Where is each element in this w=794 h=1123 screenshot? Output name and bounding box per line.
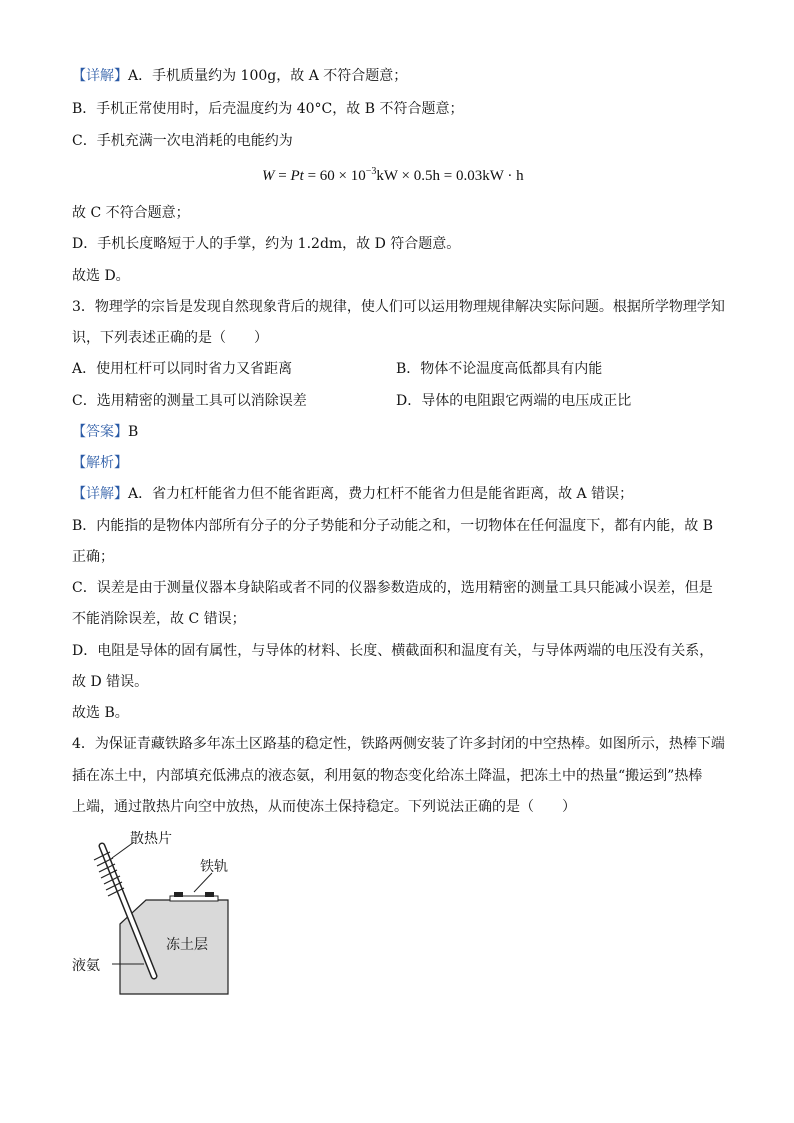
option-c: C．选用精密的测量工具可以消除误差: [72, 393, 307, 409]
formula-exp: −3: [365, 166, 377, 177]
detail-line-4: 故 C 不符合题意；: [72, 205, 190, 221]
question-4-line-3: 上端，通过散热片向空中放热，从而使冻土保持稳定。下列说法正确的是（ ）: [72, 799, 576, 815]
analysis-line-3: 正确；: [72, 549, 114, 565]
detail-tag-2: 【详解】: [72, 486, 128, 502]
ammonia-label: 液氨: [72, 958, 100, 974]
energy-formula: $W = Pt = 60 \times 10^{-3}kW \times 0.5h = 0.03kW \cdot h$: [262, 166, 524, 184]
analysis-line-5: 不能消除误差，故 C 错误；: [72, 611, 246, 627]
detail-line-3: C．手机充满一次电消耗的电能约为: [72, 133, 293, 149]
analysis-line-2: B．内能指的是物体内部所有分子的分子势能和分子动能之和，一切物体在任何温度下，都有内能，故 B: [72, 518, 714, 534]
analysis-line-1: [72, 484, 633, 504]
formula-w: W: [262, 168, 275, 184]
option-a: A．使用杠杆可以同时省力又省距离: [72, 361, 293, 377]
rail-left: [174, 892, 183, 897]
question-3-line-1: 3．物理学的宗旨是发现自然现象背后的规律，使人们可以运用物理规律解决实际问题。根据所学物理学知: [72, 299, 725, 315]
formula-pt: Pt: [290, 168, 304, 184]
analysis-line-4: C．误差是由于测量仪器本身缺陷或者不同的仪器参数造成的，选用精密的测量工具只能减小误差，但是: [72, 580, 713, 596]
question-4-line-1: 4．为保证青藏铁路多年冻土区路基的稳定性，铁路两侧安装了许多封闭的中空热棒。如图所示，热棒下端: [72, 736, 725, 752]
formula-num: 60: [319, 168, 335, 184]
analysis-heading: 【解析】: [72, 455, 128, 471]
option-b: B．物体不论温度高低都具有内能: [396, 361, 603, 377]
answer-line: [72, 422, 138, 442]
analysis-line-6: D．电阻是导体的固有属性，与导体的材料、长度、横截面积和温度有关，与导体两端的电压没有关系，: [72, 643, 714, 659]
detail-tag: 【详解】: [72, 68, 128, 84]
heat-rod-figure: [72, 828, 242, 998]
analysis-line-8: 故选 B。: [72, 705, 129, 721]
detail-line-1: [72, 66, 407, 86]
question-3-line-2: 识，下列表述正确的是（ ）: [72, 330, 268, 346]
question-4-line-2: 插在冻土中，内部填充低沸点的液态氨，利用氨的物态变化给冻土降温，把冻土中的热量“搬运到”热棒: [72, 768, 703, 784]
rail-label: 铁轨: [200, 859, 228, 875]
soil-label: 冻土层: [166, 937, 208, 953]
fin-label: 散热片: [130, 831, 172, 847]
option-d: D．导体的电阻跟它两端的电压成正比: [396, 393, 632, 409]
analysis-line-7: 故 D 错误。: [72, 674, 149, 690]
detail-line-5: D．手机长度略短于人的手掌，约为 1.2dm，故 D 符合题意。: [72, 236, 461, 252]
detail-line-6: 故选 D。: [72, 268, 130, 284]
rail-right: [205, 892, 214, 897]
detail-line-2: B．手机正常使用时，后壳温度约为 40°C，故 B 不符合题意；: [72, 101, 464, 117]
detail-text: A．手机质量约为 100g，故 A 不符合题意；: [128, 68, 408, 84]
formula-rest: kW × 0.5h = 0.03kW · h: [376, 168, 524, 184]
analysis-text-1: A．省力杠杆能省力但不能省距离，费力杠杆不能省力但是能省距离，故 A 错误；: [128, 486, 634, 502]
answer-value: B: [128, 424, 139, 440]
answer-tag: 【答案】: [72, 424, 128, 440]
